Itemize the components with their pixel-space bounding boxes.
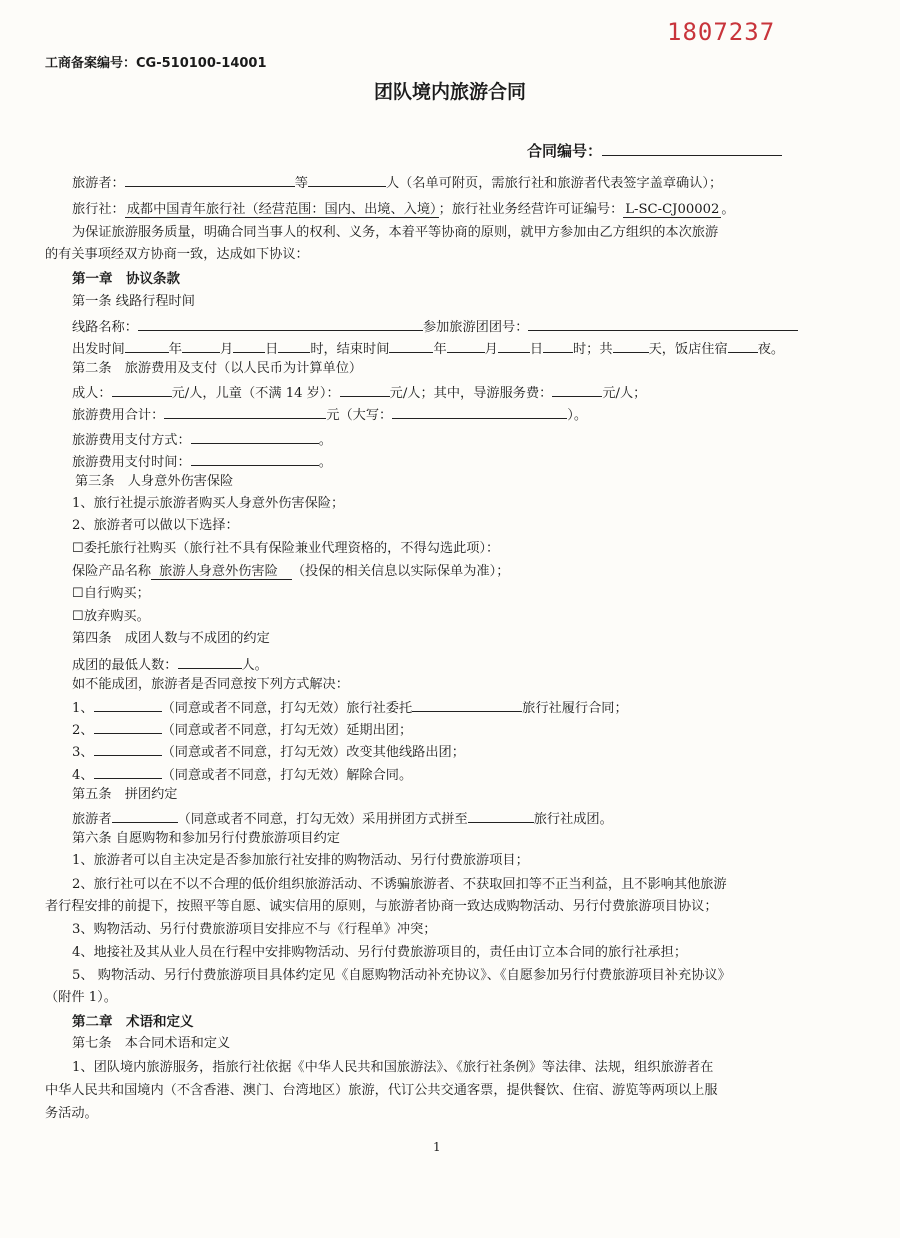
contract-number-field: 合同编号：	[527, 140, 782, 161]
shopping-line-5a: 5、 购物活动、另行付费旅游项目具体约定见《自愿购物活动补充协议》、《自愿参加另行付费旅游项目补充协议》	[72, 968, 731, 983]
fee-per-person-line: 成人： 元/人，儿童（不满 14 岁）： 元/人；其中，导游服务费： 元/人；	[72, 382, 646, 403]
serial-number: 1807237	[667, 18, 776, 46]
min-group-line: 成团的最低人数： 人。	[72, 654, 268, 675]
registration-number: 工商备案编号：CG-510100-14001	[45, 56, 267, 71]
pin-group-line: 旅游者 （同意或者不同意，打勾无效）采用拼团方式拼至 旅行社成团。	[72, 808, 613, 829]
preamble-1: 为保证旅游服务质量，明确合同当事人的权利、义务，本着平等协商的原则，就甲方参加由乙方组织的本次旅游	[72, 225, 719, 240]
definition-line-2: 中华人民共和国境内（不含香港、澳门、台湾地区）旅游，代订公共交通客票，提供餐饮、住宿、游览等两项以上服	[45, 1083, 718, 1098]
document-title: 团队境内旅游合同	[373, 81, 526, 103]
shopping-line-1: 1、旅游者可以自主决定是否参加旅行社安排的购物活动、另行付费旅游项目；	[72, 853, 529, 868]
agency-line: 旅行社： 成都中国青年旅行社（经营范围：国内、出境、入境） ；旅行社业务经营许可证编号： L-SC-CJ00002 。	[72, 202, 735, 217]
chapter-2-heading: 第二章 术语和定义	[72, 1014, 194, 1030]
article-6-heading: 第六条 自愿购物和参加另行付费旅游项目约定	[72, 831, 340, 846]
license-number: L-SC-CJ00002	[625, 202, 720, 217]
article-4-heading: 第四条 成团人数与不成团的约定	[72, 631, 270, 646]
article-1-heading: 第一条 线路行程时间	[72, 294, 195, 309]
definition-line-3: 务活动。	[45, 1106, 98, 1121]
tourist-line: 旅游者： 等 人（名单可附页，需旅行社和旅游者代表签字盖章确认）；	[72, 172, 722, 193]
page-number: 1	[433, 1140, 441, 1154]
definition-line-1: 1、团队境内旅游服务，指旅行社依据《中华人民共和国旅游法》、《旅行社条例》等法律、法规，组织旅游者在	[72, 1060, 714, 1075]
agency-name: 成都中国青年旅行社（经营范围：国内、出境、入境）	[126, 202, 437, 217]
article-2-heading: 第二条 旅游费用及支付（以人民币为计算单位）	[72, 361, 363, 376]
group-option-1: 1、 （同意或者不同意，打勾无效）旅行社委托 旅行社履行合同；	[72, 697, 628, 718]
shopping-line-2a: 2、旅行社可以在不以不合理的低价组织旅游活动、不诱骗旅游者、不获取回扣等不正当利益，且不影响其他旅游	[72, 877, 727, 892]
route-line: 线路名称： 参加旅游团团号：	[72, 316, 798, 337]
insurance-option-agency[interactable]: ☐委托旅行社购买（旅行社不具有保险兼业代理资格的，不得勾选此项）：	[72, 541, 500, 556]
insurance-option-self[interactable]: ☐自行购买；	[72, 586, 150, 601]
fee-time-line: 旅游费用支付时间： 。	[72, 451, 332, 472]
chapter-1-heading: 第一章 协议条款	[72, 271, 180, 287]
shopping-line-3: 3、购物活动、另行付费旅游项目安排应不与《行程单》冲突；	[72, 922, 437, 937]
fee-method-line: 旅游费用支付方式： 。	[72, 429, 332, 450]
article-3-heading: 第三条 人身意外伤害保险	[75, 474, 234, 489]
group-option-2: 2、 （同意或者不同意，打勾无效）延期出团；	[72, 719, 412, 740]
insurance-line-2: 2、旅游者可以做以下选择：	[72, 518, 239, 533]
insurance-option-waive[interactable]: ☐放弃购买。	[72, 609, 150, 624]
shopping-line-4: 4、地接社及其从业人员在行程中安排购物活动、另行付费旅游项目的，责任由订立本合同的旅行社承担；	[72, 945, 688, 960]
preamble-2: 的有关事项经双方协商一致，达成如下协议：	[45, 247, 309, 262]
group-option-4: 4、 （同意或者不同意，打勾无效）解除合同。	[72, 764, 412, 785]
article-7-heading: 第七条 本合同术语和定义	[72, 1036, 231, 1051]
insurance-product: 旅游人身意外伤害险	[151, 564, 292, 580]
time-line: 出发时间 年 月 日 时，结束时间 年 月 日 时；共 天，饭店住宿 夜。	[72, 338, 784, 359]
group-option-3: 3、 （同意或者不同意，打勾无效）改变其他线路出团；	[72, 741, 465, 762]
insurance-product-line: 保险产品名称 旅游人身意外伤害险 （投保的相关信息以实际保单为准）；	[72, 564, 510, 579]
article-5-heading: 第五条 拼团约定	[72, 787, 178, 802]
shopping-line-5b: （附件 1）。	[45, 990, 117, 1005]
fee-total-line: 旅游费用合计： 元（大写： ）。	[72, 404, 587, 425]
group-if-not-line: 如不能成团，旅游者是否同意按下列方式解决：	[72, 677, 349, 692]
insurance-line-1: 1、旅行社提示旅游者购买人身意外伤害保险；	[72, 496, 345, 511]
shopping-line-2b: 者行程安排的前提下，按照平等自愿、诚实信用的原则，与旅游者协商一致达成购物活动、另行付费旅游项目协议；	[45, 899, 718, 914]
